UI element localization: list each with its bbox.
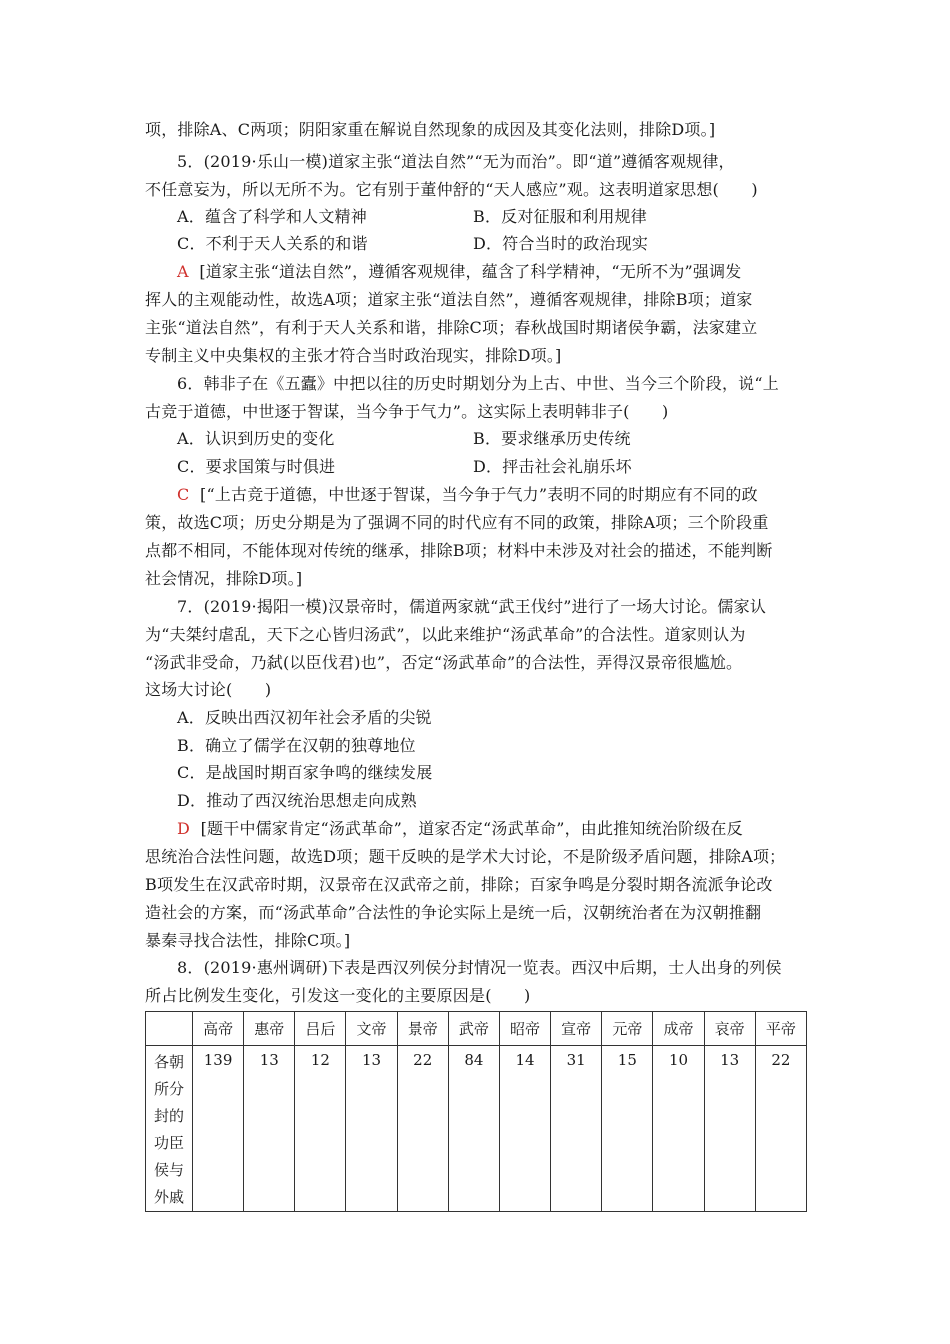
q5-explain-line-2: 挥人的主观能动性，故选A项；道家主张“道法自然”，遵循客观规律，排除B项；道家 — [145, 290, 753, 309]
q5-explain-line-3: 主张“道法自然”，有利于天人关系和谐，排除C项；春秋战国时期诸侯争霸，法家建立 — [145, 318, 758, 337]
q5-explain-line-1 — [177, 262, 742, 282]
table-header-cell: 文帝 — [346, 1012, 397, 1046]
q7-stem-line-2: 为“夫桀纣虐乱，天下之心皆归汤武”，以此来维护“汤武革命”的合法性。道家则认为 — [145, 625, 746, 644]
q6-option-d: D．抨击社会礼崩乐坏 — [473, 457, 632, 476]
table-corner-cell — [146, 1012, 193, 1046]
q7-explain-line-5: 暴秦寻找合法性，排除C项。] — [145, 931, 351, 950]
intro-line: 项，排除A、C两项；阴阳家重在解说自然现象的成因及其变化法则，排除D项。] — [145, 120, 716, 139]
q5-explain-text-1: [道家主张“道法自然”，遵循客观规律，蕴含了科学精神，“无所不为”强调发 — [199, 262, 742, 281]
table-value-cell: 84 — [448, 1046, 499, 1212]
q7-explain-text-1: [题干中儒家肯定“汤武革命”，道家否定“汤武革命”，由此推知统治阶级在反 — [200, 819, 743, 838]
q7-option-d: D．推动了西汉统治思想走向成熟 — [177, 791, 417, 810]
table-header-cell: 高帝 — [193, 1012, 244, 1046]
row-label-part: 各朝 — [153, 1053, 184, 1071]
q6-explain-line-3: 点都不相同，不能体现对传统的继承，排除B项；材料中未涉及对社会的描述，不能判断 — [145, 541, 773, 560]
table-row — [146, 1046, 807, 1212]
q5-stem-line-2: 不任意妄为，所以无所不为。它有别于董仲舒的“天人感应”观。这表明道家思想( ) — [145, 180, 758, 199]
q6-option-a: A．认识到历史的变化 — [177, 429, 335, 448]
q7-explain-line-4: 造社会的方案，而“汤武革命”合法性的争论实际上是统一后，汉朝统治者在为汉朝推翻 — [145, 903, 762, 922]
q5-answer: A — [177, 262, 189, 281]
row-label-part: 侯与 — [153, 1161, 184, 1179]
table-row-label — [146, 1046, 193, 1212]
q5-explain-line-4: 专制主义中央集权的主张才符合当时政治现实，排除D项。] — [145, 346, 562, 365]
table-header-row — [146, 1012, 807, 1046]
table-value-cell: 15 — [602, 1046, 653, 1212]
table-value-cell: 22 — [397, 1046, 448, 1212]
q6-explain-line-2: 策，故选C项；历史分期是为了强调不同的时代应有不同的政策，排除A项；三个阶段重 — [145, 513, 769, 532]
q7-answer: D — [177, 819, 191, 838]
table-value-cell: 22 — [755, 1046, 806, 1212]
table-value-cell: 12 — [295, 1046, 346, 1212]
enfeoffment-table — [145, 1011, 807, 1212]
table-value-cell: 13 — [244, 1046, 295, 1212]
q7-option-b: B．确立了儒学在汉朝的独尊地位 — [177, 736, 416, 755]
q8-stem-line-1: 8．(2019·惠州调研)下表是西汉列侯分封情况一览表。西汉中后期，士人出身的列侯 — [177, 958, 782, 977]
table-value-cell: 13 — [704, 1046, 755, 1212]
table-value-cell: 10 — [653, 1046, 704, 1212]
q6-answer: C — [177, 485, 190, 504]
q7-stem-line-3: “汤武非受命，乃弑(以臣伐君)也”，否定“汤武革命”的合法性，弄得汉景帝很尴尬。 — [145, 653, 743, 672]
q5-stem-line-1: 5．(2019·乐山一模)道家主张“道法自然”“无为而治”。即“道”遵循客观规律， — [177, 152, 735, 171]
table-header-cell: 景帝 — [397, 1012, 448, 1046]
q6-option-b: B．要求继承历史传统 — [473, 429, 631, 448]
q6-stem-line-1: 6．韩非子在《五蠹》中把以往的历史时期划分为上古、中世、当今三个阶段，说“上 — [177, 374, 779, 393]
table-header-cell: 元帝 — [602, 1012, 653, 1046]
q6-option-c: C．要求国策与时俱进 — [177, 457, 336, 476]
q5-option-d: D．符合当时的政治现实 — [473, 234, 649, 253]
table-value-cell: 31 — [551, 1046, 602, 1212]
q7-stem-line-1: 7．(2019·揭阳一模)汉景帝时，儒道两家就“武王伐纣”进行了一场大讨论。儒家认 — [177, 597, 767, 616]
table-value-cell: 13 — [346, 1046, 397, 1212]
q6-explain-text-1: [“上古竞于道德，中世逐于智谋，当今争于气力”表明不同的时期应有不同的政 — [200, 485, 758, 504]
q7-explain-line-1 — [177, 819, 743, 839]
q7-option-a: A．反映出西汉初年社会矛盾的尖锐 — [177, 708, 432, 727]
q7-explain-line-3: B项发生在汉武帝时期，汉景帝在汉武帝之前，排除；百家争鸣是分裂时期各流派争论改 — [145, 875, 773, 894]
table-header-cell: 平帝 — [755, 1012, 806, 1046]
q5-option-c: C．不利于天人关系的和谐 — [177, 234, 368, 253]
q7-option-c: C．是战国时期百家争鸣的继续发展 — [177, 763, 433, 782]
q8-stem-line-2: 所占比例发生变化，引发这一变化的主要原因是( ) — [145, 986, 531, 1005]
q6-explain-line-4: 社会情况，排除D项。] — [145, 569, 303, 588]
table-header-cell: 宣帝 — [551, 1012, 602, 1046]
q5-option-a: A．蕴含了科学和人文精神 — [177, 207, 367, 226]
q7-explain-line-2: 思统治合法性问题，故选D项；题干反映的是学术大讨论，不是阶级矛盾问题，排除A项； — [145, 847, 786, 866]
table-header-cell: 哀帝 — [704, 1012, 755, 1046]
q7-stem-line-4: 这场大讨论( ) — [145, 680, 272, 699]
table-header-cell: 惠帝 — [244, 1012, 295, 1046]
q5-option-b: B．反对征服和利用规律 — [473, 207, 647, 226]
q6-explain-line-1 — [177, 485, 758, 505]
row-label-part: 封的 — [153, 1107, 184, 1125]
table-header-cell: 成帝 — [653, 1012, 704, 1046]
table-value-cell: 14 — [499, 1046, 550, 1212]
row-label-part: 功臣 — [153, 1134, 184, 1152]
row-label-part: 所分 — [153, 1080, 184, 1098]
row-label-part: 外戚 — [153, 1188, 184, 1206]
table-header-cell: 吕后 — [295, 1012, 346, 1046]
table-header-cell: 昭帝 — [499, 1012, 550, 1046]
table-header-cell: 武帝 — [448, 1012, 499, 1046]
table-value-cell: 139 — [193, 1046, 244, 1212]
q6-stem-line-2: 古竞于道德，中世逐于智谋，当今争于气力”。这实际上表明韩非子( ) — [145, 402, 669, 421]
